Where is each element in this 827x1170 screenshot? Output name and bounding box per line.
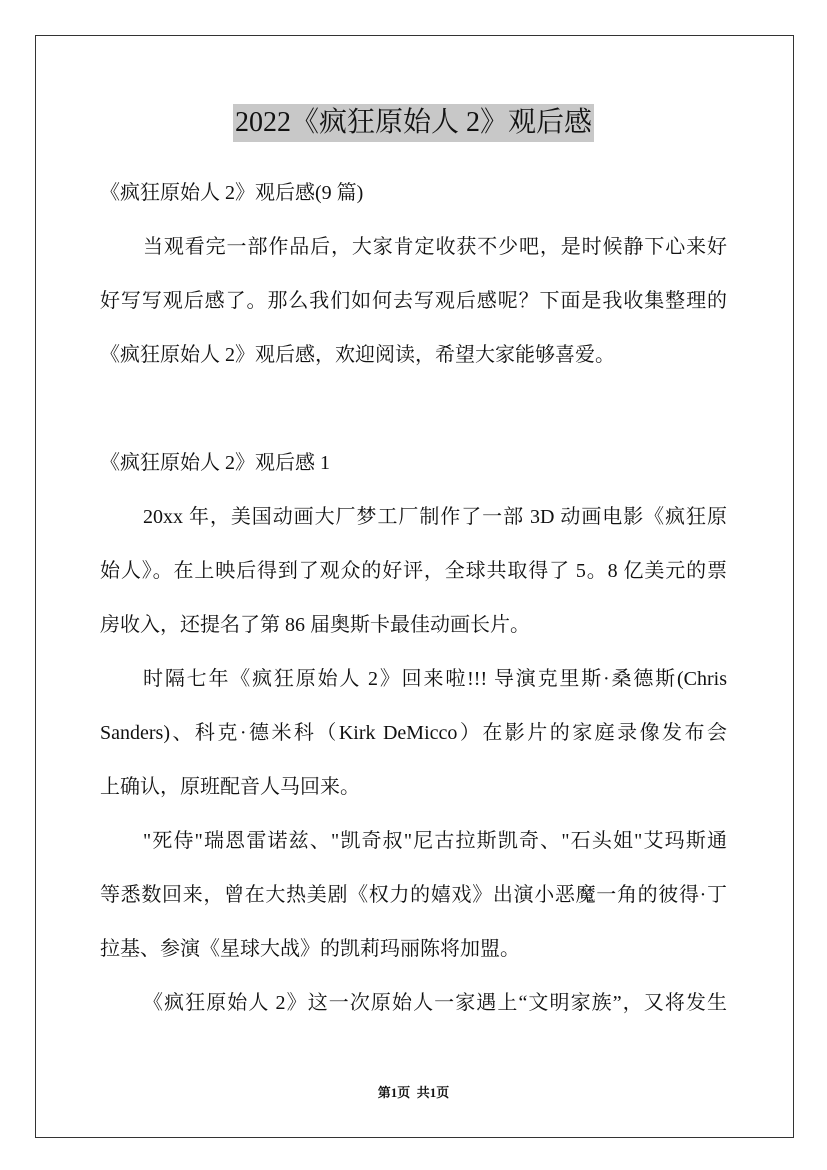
document-body	[100, 100, 727, 1030]
paragraph-line: 时隔七年《疯狂原始人 2》回来啦!!! 导演克里斯·桑德斯(Chris	[143, 668, 727, 690]
paragraph-line: 房收入，还提名了第 86 届奥斯卡最佳动画长片。	[100, 614, 530, 636]
paragraph-line: "死侍"瑞恩雷诺兹、"凯奇叔"尼古拉斯凯奇、"石头姐"艾玛斯通	[143, 830, 727, 852]
intro-line: 《疯狂原始人 2》观后感，欢迎阅读，希望大家能够喜爱。	[100, 344, 615, 366]
document-subtitle: 《疯狂原始人 2》观后感(9 篇)	[100, 182, 364, 204]
paragraph-line: Sanders)、科克·德米科（Kirk DeMicco）在影片的家庭录像发布会	[100, 722, 727, 744]
paragraph-line: 等悉数回来，曾在大热美剧《权力的嬉戏》出演小恶魔一角的彼得·丁	[100, 884, 727, 906]
paragraph-line: 20xx 年，美国动画大厂梦工厂制作了一部 3D 动画电影《疯狂原	[143, 506, 727, 528]
intro-line: 当观看完一部作品后，大家肯定收获不少吧，是时候静下心来好	[143, 236, 727, 258]
spacer	[100, 382, 727, 436]
title-row	[100, 100, 727, 146]
intro-line: 好写写观后感了。那么我们如何去写观后感呢？下面是我收集整理的	[100, 290, 727, 312]
page-number-footer: 第1页 共1页	[377, 1085, 450, 1100]
paragraph-line: 上确认，原班配音人马回来。	[100, 776, 360, 798]
document-title: 2022《疯狂原始人 2》观后感	[233, 104, 594, 142]
paragraph-line: 拉基、参演《星球大战》的凯莉玛丽陈将加盟。	[100, 938, 520, 960]
paragraph-line: 《疯狂原始人 2》这一次原始人一家遇上“文明家族”，又将发生	[143, 992, 727, 1014]
section-heading: 《疯狂原始人 2》观后感 1	[100, 452, 330, 474]
paragraph-line: 始人》。在上映后得到了观众的好评，全球共取得了 5。8 亿美元的票	[100, 560, 727, 582]
